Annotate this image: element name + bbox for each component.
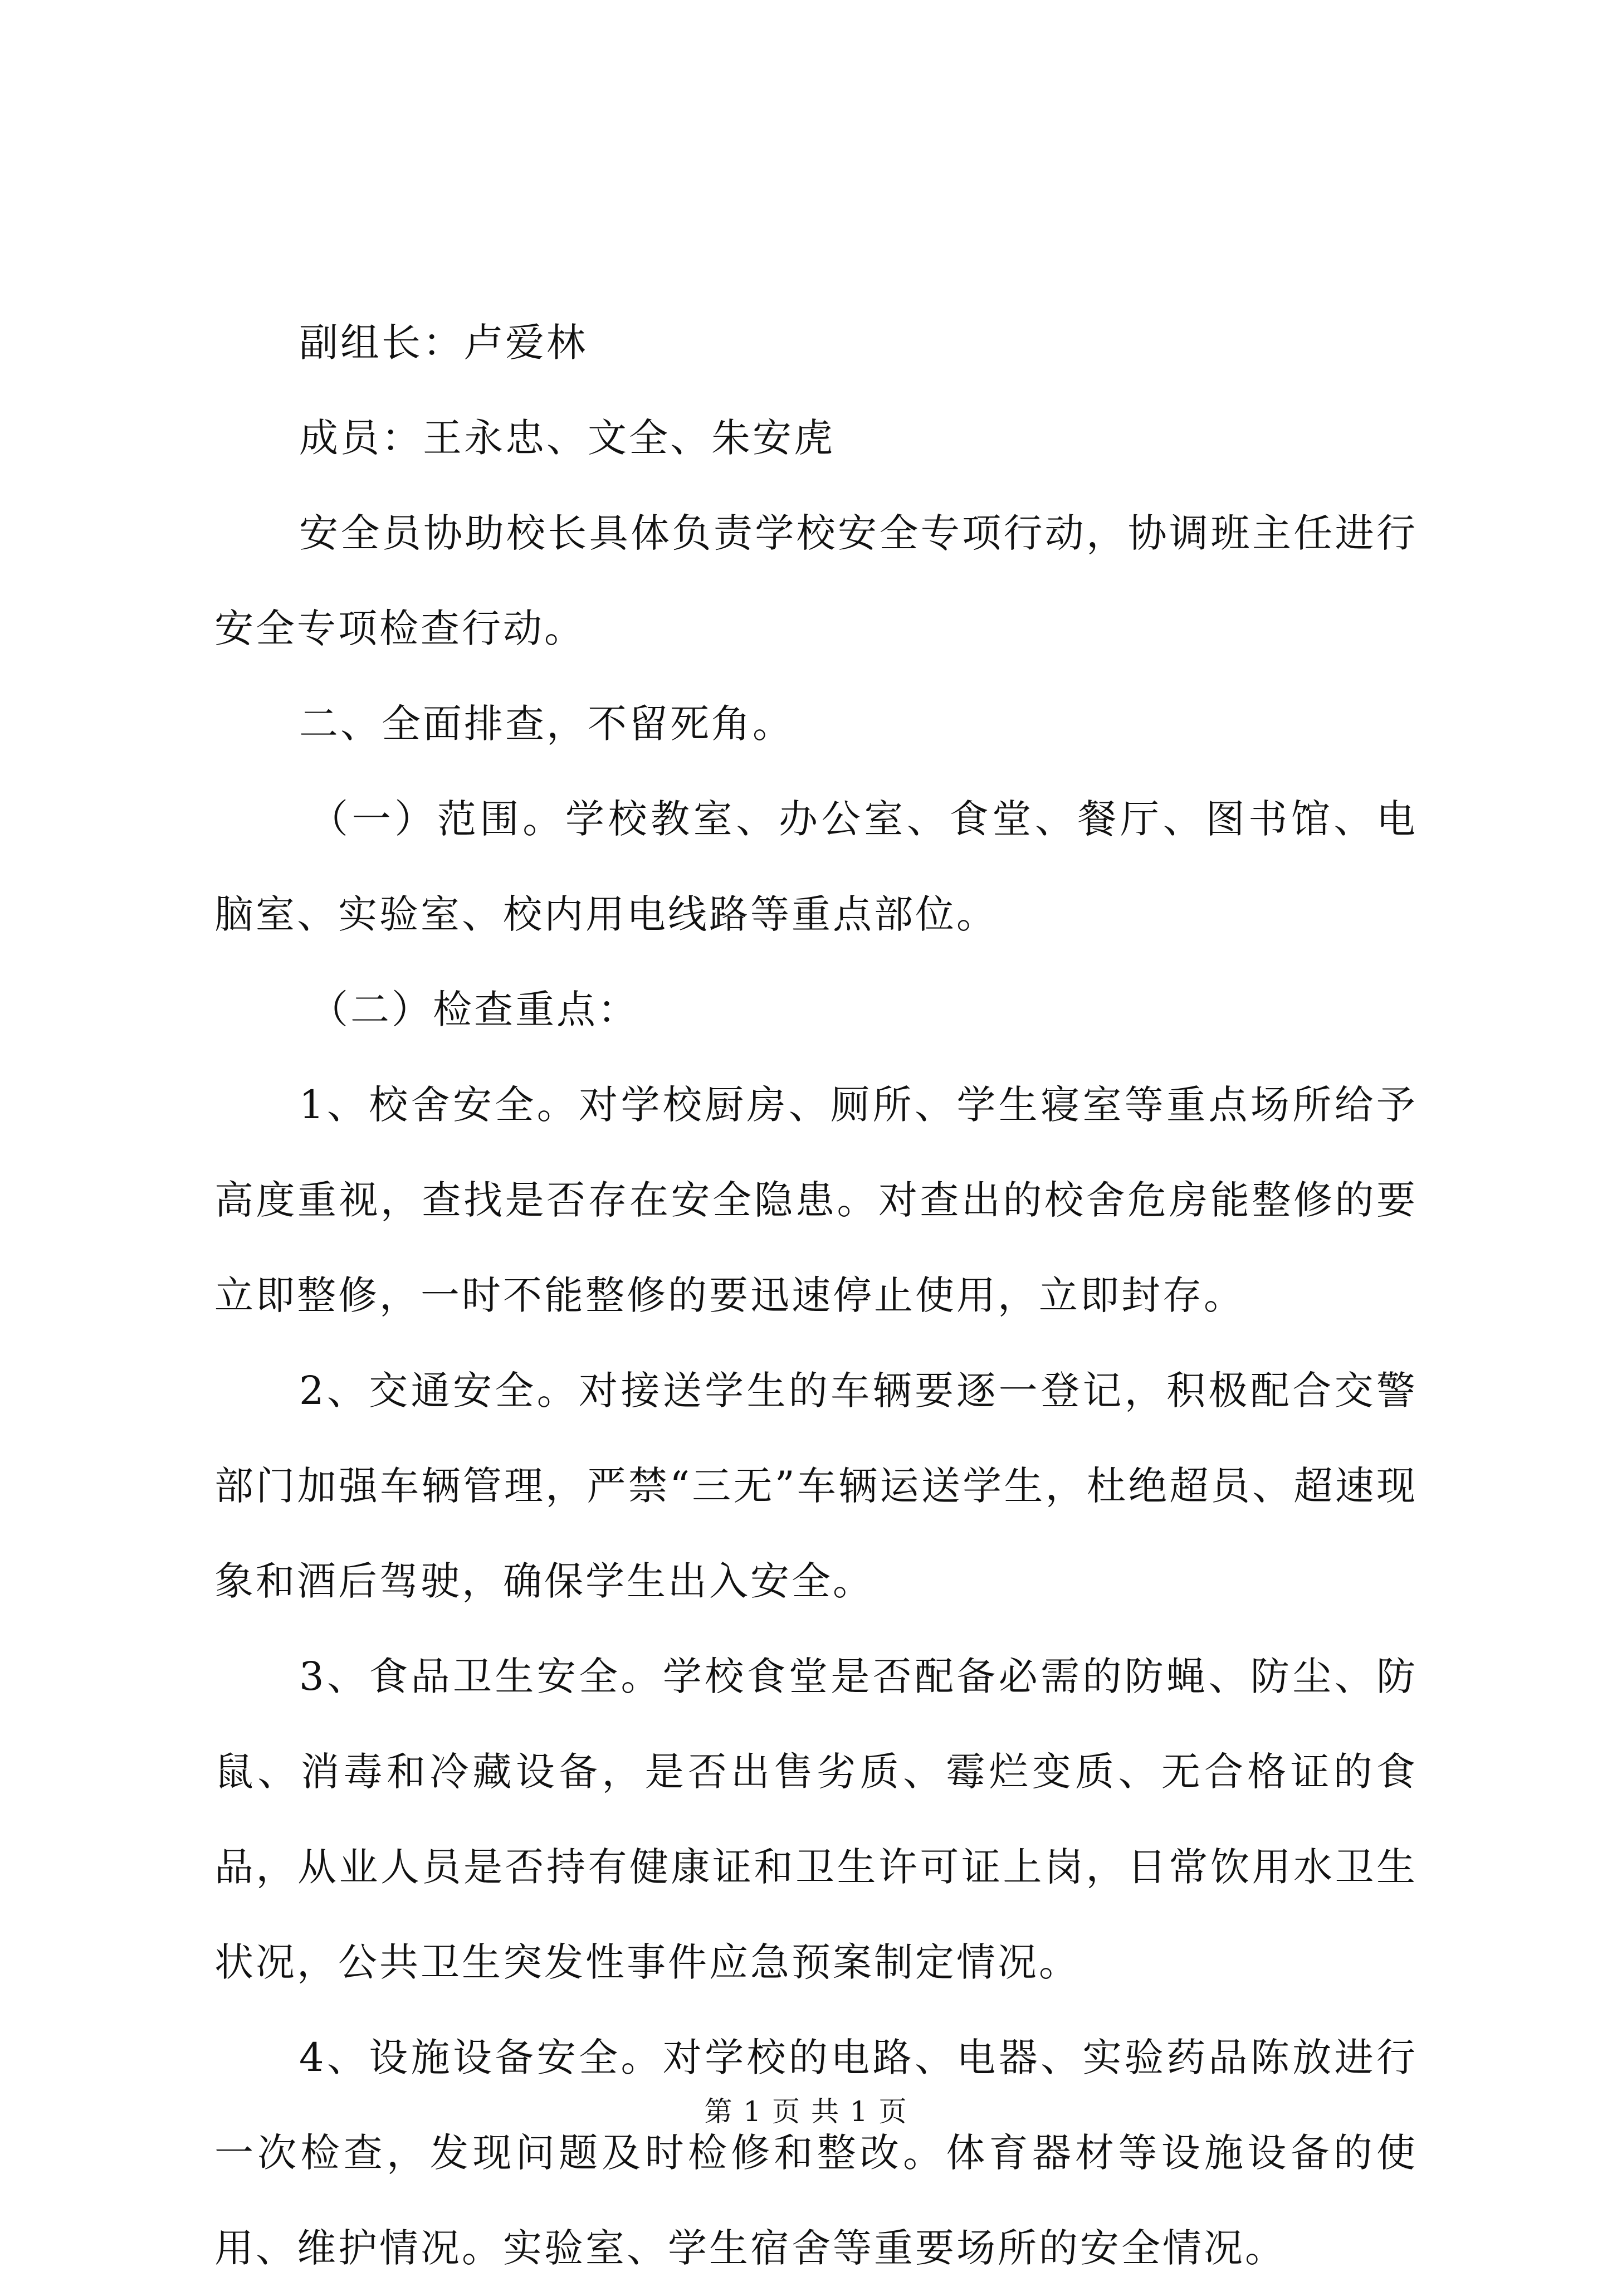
paragraph-facility-equipment-safety: 4、设施设备安全。对学校的电路、电器、实验药品陈放进行一次检查，发现问题及时检修和整改。体育器材等设施设备的使用、维护情况。实验室、学生宿舍等重要场所的安全情况。 xyxy=(214,2035,1418,2271)
paragraph-traffic-safety: 2、交通安全。对接送学生的车辆要逐一登记，积极配合交警部门加强车辆管理，严禁“三无”车辆运送学生，杜绝超员、超速现象和酒后驾驶，确保学生出入安全。 xyxy=(214,1368,1418,1604)
paragraph-members: 成员：王永忠、文全、朱安虎 xyxy=(299,415,835,461)
document-body xyxy=(214,295,1418,2296)
page-number-footer: 第 1 页 共 1 页 xyxy=(704,2095,908,2128)
paragraph-food-hygiene-safety: 3、食品卫生安全。学校食堂是否配备必需的防蝇、防尘、防鼠、消毒和冷藏设备，是否出售劣质、霉烂变质、无合格证的食品，从业人员是否持有健康证和卫生许可证上岗，日常饮用水卫生状况，公共卫生突发性事件应急预案制定情况。 xyxy=(214,1654,1418,1985)
paragraph-inspection-focus: （二）检查重点： xyxy=(309,987,639,1032)
paragraph-deputy-leader: 副组长：卢爱林 xyxy=(299,320,588,365)
paragraph-section-two-heading: 二、全面排查，不留死角。 xyxy=(299,701,794,747)
paragraph-school-building-safety: 1、校舍安全。对学校厨房、厕所、学生寝室等重点场所给予高度重视，查找是否存在安全隐患。对查出的校舍危房能整修的要立即整修，一时不能整修的要迅速停止使用，立即封存。 xyxy=(214,1082,1418,1318)
paragraph-scope: （一）范围。学校教室、办公室、食堂、餐厅、图书馆、电脑室、实验室、校内用电线路等重点部位。 xyxy=(214,796,1418,937)
paragraph-safety-officer: 安全员协助校长具体负责学校安全专项行动，协调班主任进行安全专项检查行动。 xyxy=(214,510,1418,651)
